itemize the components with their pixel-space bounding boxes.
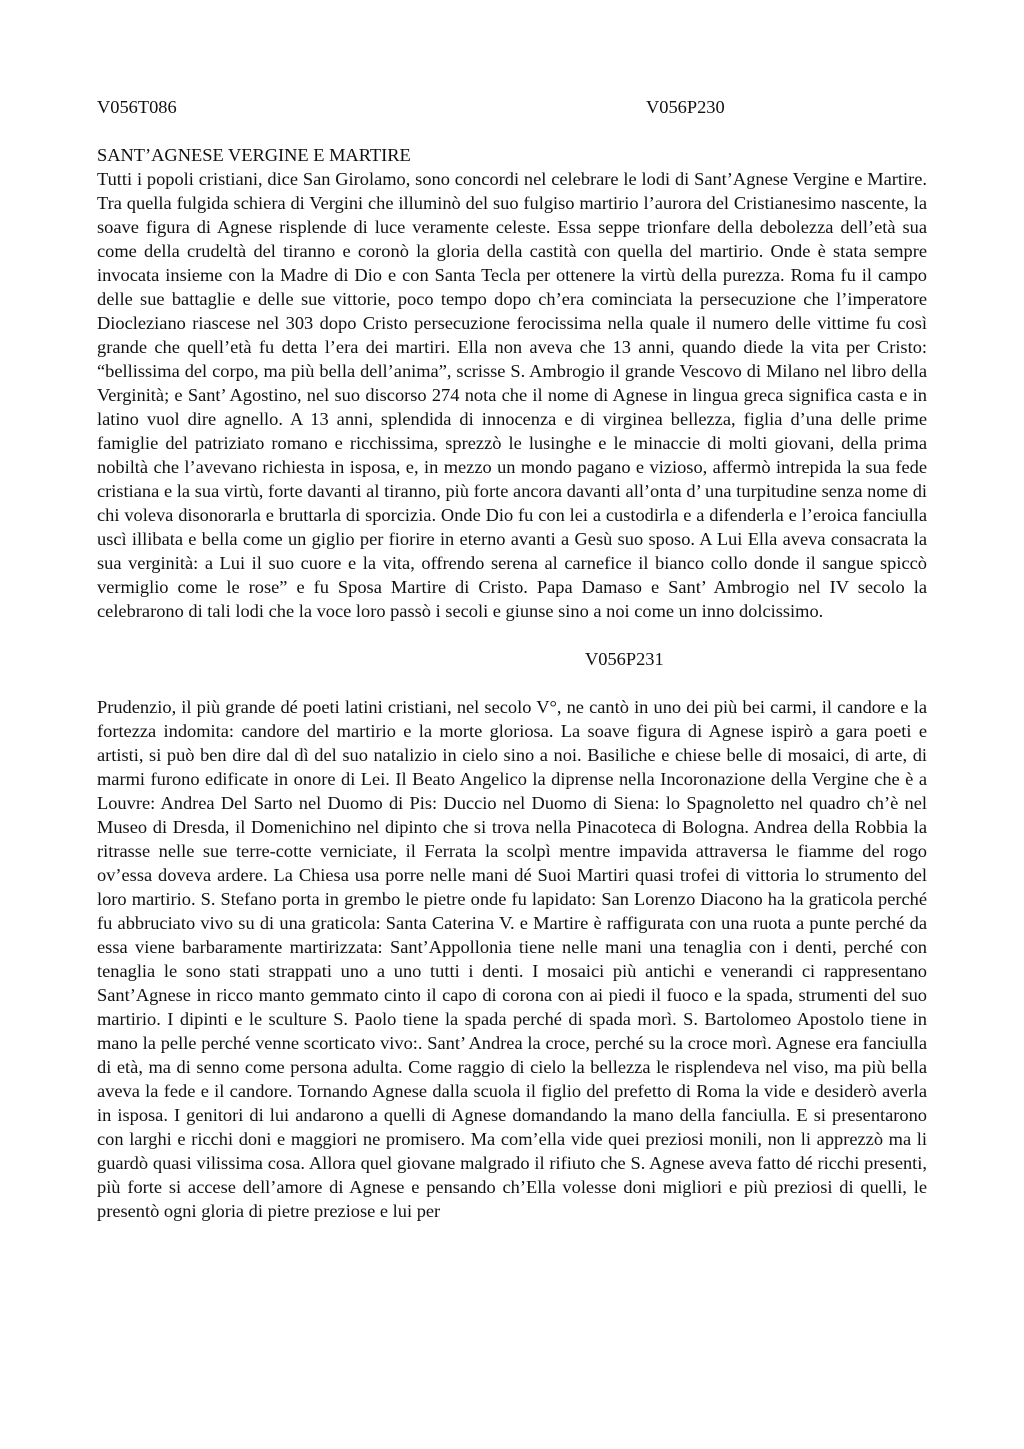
document-body (97, 95, 927, 1223)
paragraph-2: Prudenzio, il più grande dé poeti latini cristiani, nel secolo V°, ne cantò in uno dei più bei carmi, il candore e la fortezza indomita: candore del martirio e la morte gloriosa. La soave figura di Agnese ispirò a gara poeti e artisti, si può ben dire dal dì del suo natalizio in cielo sino a noi. Basiliche e chiese belle di mosaici, di arte, di marmi furono edificate in onore di Lei. Il Beato Angelico la diprense nella Incoronazione della Vergine che è a Louvre: Andrea Del Sarto nel Duomo di Pis: Duccio nel Duomo di Siena: lo Spagnoletto nel quadro ch’è nel Museo di Dresda, il Domenichino nel dipinto che si trova nella Pinacoteca di Bologna. Andrea della Robbia la ritrasse nelle sue terre-cotte verniciate, il Ferrata la scolpì mentre impavida attraversa le fiamme del rogo ov’essa doveva ardere. La Chiesa usa porre nelle mani dé Suoi Martiri quasi trofei di vittoria lo strumento del loro martirio. S. Stefano porta in grembo le pietre onde fu lapidato: San Lorenzo Diacono ha la graticola perché fu abbruciato vivo su di una graticola: Santa Caterina V. e Martire è raffigurata con una ruota a punte perché da essa viene barbaramente martirizzata: Sant’Appollonia tiene nelle mani una tenaglia con i denti, perché con tenaglia le sono stati strappati uno a uno tutti i denti. I mosaici più antichi e venerandi ci rappresentano Sant’Agnese in ricco manto gemmato cinto il capo di corona con ai piedi il fuoco e la spada, strumenti del suo martirio. I dipinti e le sculture S. Paolo tiene la spada perché di spada morì. S. Bartolomeo Apostolo tiene in mano la pelle perché venne scorticato vivo:. Sant’ Andrea la croce, perché su la croce morì. Agnese era fanciulla di età, ma di senno come persona adulta. Come raggio di cielo la bellezza le risplendeva nel viso, ma più bella aveva la fede e il candore. Tornando Agnese dalla scuola il figlio del prefetto di Roma la vide e desiderò averla in isposa. I genitori di lui andarono a quelli di Agnese domandando la mano della fanciulla. E si presentarono con larghi e ricchi doni e maggiori ne promisero. Ma com’ella vide quei preziosi monili, non li apprezzò ma li guardò quasi vilissima cosa. Allora quel giovane malgrado il rifiuto che S. Agnese aveva fatto dé ricchi presenti, più forte si accese dell’amore di Agnese e pensando ch’Ella volesse doni migliori e più preziosi di quelli, le presentò ogni gloria di pietre preziose e lui per (97, 697, 927, 1221)
document-code: V056T086 (97, 97, 177, 117)
page-code: V056P230 (646, 97, 725, 117)
document-header (97, 95, 927, 119)
page-marker: V056P231 (585, 649, 664, 669)
paragraph-1: Tutti i popoli cristiani, dice San Girolamo, sono concordi nel celebrare le lodi di Sant’Agnese Vergine e Martire. Tra quella fulgida schiera di Vergini che illuminò del suo fulgiso martirio l’aurora del Cristianesimo nascente, la soave figura di Agnese risplende di luce veramente celeste. Essa seppe trionfare della debolezza dell’età sua come della crudeltà del tiranno e coronò la gloria della castità con quella del martirio. Onde è stata sempre invocata insieme con la Madre di Dio e con Santa Tecla per ottenere la virtù della purezza. Roma fu il campo delle sue battaglie e delle sue vittorie, poco tempo dopo ch’era cominciata la persecuzione che l’imperatore Diocleziano riascese nel 303 dopo Cristo persecuzione ferocissima nella quale il numero delle vittime fu così grande che quell’età fu detta l’era dei martiri. Ella non aveva che 13 anni, quando diede la vita per Cristo: “bellissima del corpo, ma più bella dell’anima”, scrisse S. Ambrogio il grande Vescovo di Milano nel libro della Verginità; e Sant’ Agostino, nel suo discorso 274 nota che il nome di Agnese in lingua greca significa casta e in latino vuol dire agnello. A 13 anni, splendida di innocenza e di virginea bellezza, figlia d’una delle prime famiglie del patriziato romano e ricchissima, sprezzò le lusinghe e le minaccie di molti giovani, della prima nobiltà che l’avevano richiesta in isposa, e, in mezzo un mondo pagano e vizioso, affermò intrepida la sua fede cristiana e la sua virtù, forte davanti al tiranno, più forte ancora davanti all’onta d’ una turpitudine senza nome di chi voleva disonorarla e bruttarla di sporcizia. Onde Dio fu con lei a custodirla e a difenderla e l’eroica fanciulla uscì illibata e bella come un giglio per fiorire in eterno avanti a Gesù suo sposo. A Lui Ella aveva consacrata la sua verginità: a Lui il suo cuore e la vita, offrendo serena al carnefice il bianco collo donde il sangue spiccò vermiglio come le rose” e fu Sposa Martire di Cristo. Papa Damaso e Sant’ Ambrogio nel IV secolo la celebrarono di tali lodi che la voce loro passò i secoli e giunse sino a noi come un inno dolcissimo. (97, 169, 927, 621)
document-title: SANT’AGNESE VERGINE E MARTIRE (97, 145, 411, 165)
